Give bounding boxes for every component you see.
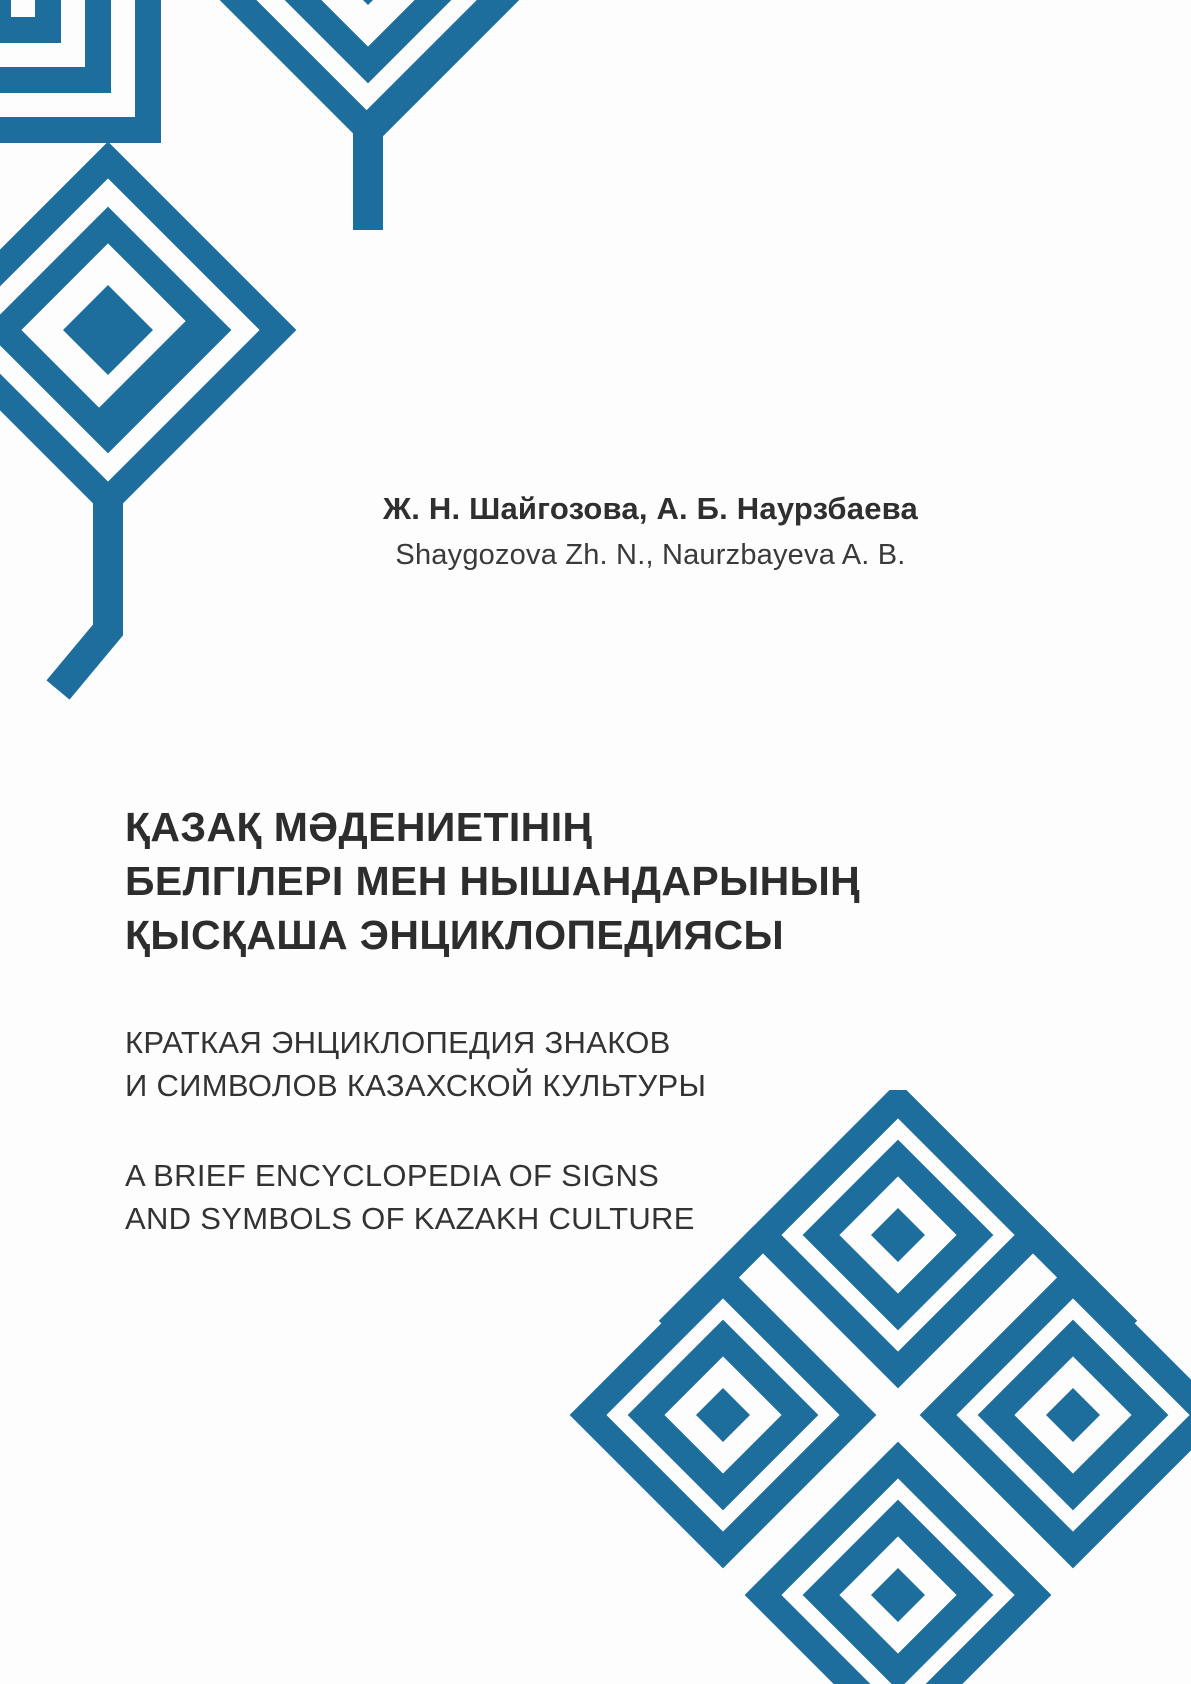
title-english: [125, 1155, 1005, 1240]
title-kazakh-line-1: ҚАЗАҚ МӘДЕНИЕТІНІҢ: [125, 804, 593, 850]
title-kazakh-line-3: ҚЫСҚАША ЭНЦИКЛОПЕДИЯСЫ: [125, 912, 784, 959]
kazakh-ornament-top-icon: [0, 0, 698, 770]
title-russian-line-2: И СИМВОЛОВ КАЗАХСКОЙ КУЛЬТУРЫ: [125, 1067, 707, 1103]
authors-kazakh: Ж. Н. Шайгозова, А. Б. Наурзбаева: [383, 491, 918, 526]
title-english-line-2: AND SYMBOLS OF KAZAKH CULTURE: [125, 1200, 695, 1236]
authors-block: [0, 488, 1191, 575]
title-block: [125, 800, 1005, 1240]
title-kazakh: [125, 800, 1005, 962]
title-russian-line-1: КРАТКАЯ ЭНЦИКЛОПЕДИЯ ЗНАКОВ: [125, 1025, 671, 1061]
title-kazakh-line-2: БЕЛГІЛЕРІ МЕН НЫШАНДАРЫНЫҢ: [125, 858, 861, 905]
title-english-line-1: A BRIEF ENCYCLOPEDIA OF SIGNS: [125, 1158, 660, 1194]
authors-latin: Shaygozova Zh. N., Naurzbayeva A. B.: [395, 538, 906, 571]
title-russian: [125, 1022, 1005, 1107]
